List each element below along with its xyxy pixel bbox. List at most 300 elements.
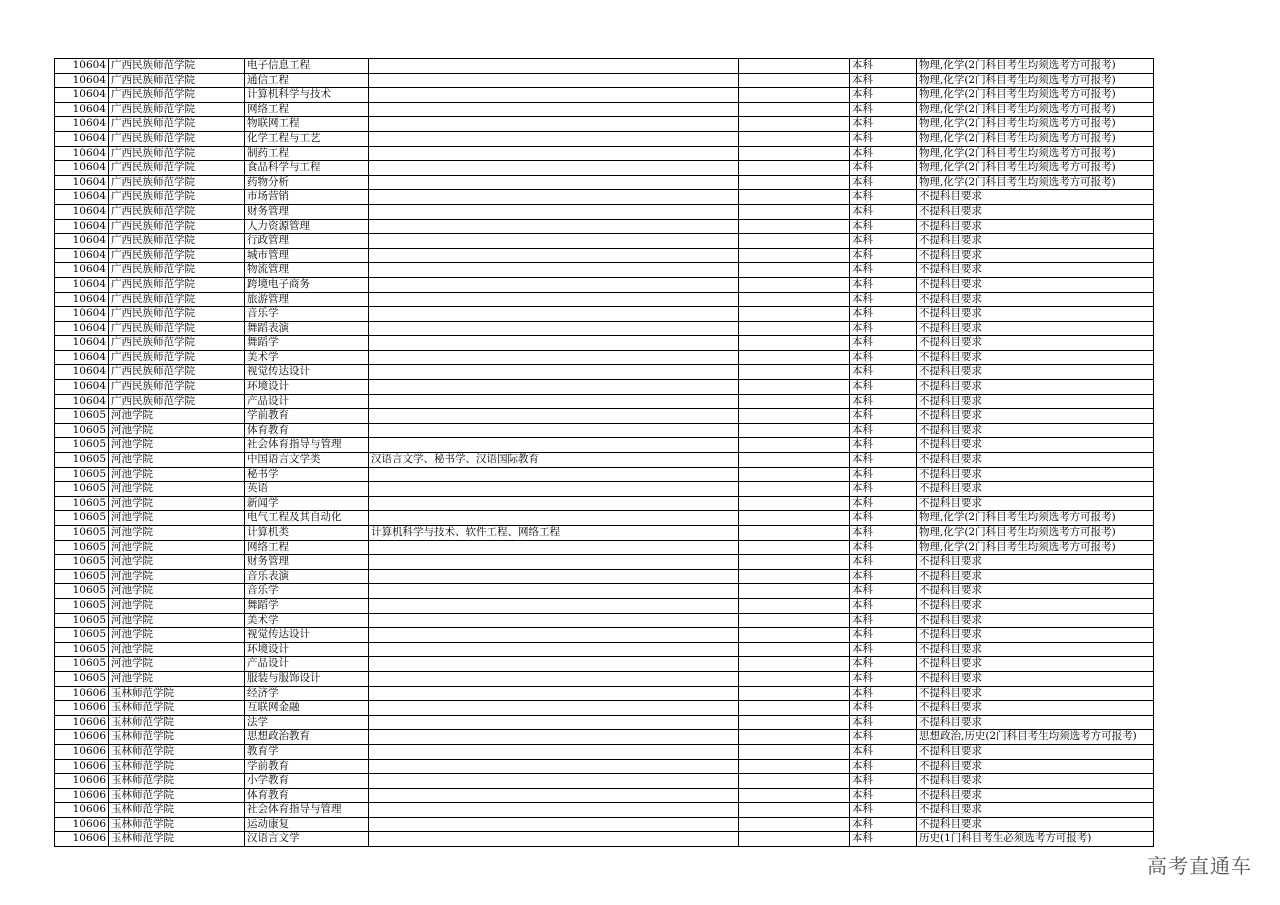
school-code-cell: 10604 bbox=[55, 365, 109, 380]
school-name-cell: 广西民族师范学院 bbox=[109, 117, 245, 132]
school-name-cell: 广西民族师范学院 bbox=[109, 307, 245, 322]
school-code-cell: 10604 bbox=[55, 219, 109, 234]
degree-level-cell: 本科 bbox=[850, 59, 917, 74]
degree-level-cell: 本科 bbox=[850, 584, 917, 599]
school-name-cell: 玉林师范学院 bbox=[109, 774, 245, 789]
degree-level-cell: 本科 bbox=[850, 642, 917, 657]
school-code-cell: 10604 bbox=[55, 277, 109, 292]
major-name-cell: 市场营销 bbox=[245, 190, 369, 205]
major-name-cell: 食品科学与工程 bbox=[245, 161, 369, 176]
included-majors-cell bbox=[369, 336, 739, 351]
table-row bbox=[55, 511, 1154, 526]
subject-requirement-cell: 不提科目要求 bbox=[917, 219, 1154, 234]
major-name-cell: 运动康复 bbox=[245, 817, 369, 832]
subject-requirement-cell: 不提科目要求 bbox=[917, 569, 1154, 584]
school-code-cell: 10605 bbox=[55, 409, 109, 424]
included-majors-cell bbox=[369, 423, 739, 438]
major-name-cell: 电气工程及其自动化 bbox=[245, 511, 369, 526]
school-code-cell: 10604 bbox=[55, 117, 109, 132]
degree-level-cell: 本科 bbox=[850, 803, 917, 818]
included-majors-cell bbox=[369, 744, 739, 759]
table-row bbox=[55, 584, 1154, 599]
empty-cell bbox=[739, 248, 850, 263]
empty-cell bbox=[739, 584, 850, 599]
included-majors-cell bbox=[369, 88, 739, 103]
subject-requirement-cell: 历史(1门科目考生必须选考方可报考) bbox=[917, 832, 1154, 847]
degree-level-cell: 本科 bbox=[850, 175, 917, 190]
degree-level-cell: 本科 bbox=[850, 234, 917, 249]
degree-level-cell: 本科 bbox=[850, 146, 917, 161]
school-code-cell: 10606 bbox=[55, 759, 109, 774]
school-name-cell: 河池学院 bbox=[109, 628, 245, 643]
included-majors-cell bbox=[369, 190, 739, 205]
table-row bbox=[55, 540, 1154, 555]
watermark-text: 高考直通车 bbox=[1147, 854, 1252, 878]
school-code-cell: 10605 bbox=[55, 438, 109, 453]
school-name-cell: 河池学院 bbox=[109, 598, 245, 613]
table-body bbox=[55, 59, 1154, 847]
subject-requirement-cell: 不提科目要求 bbox=[917, 744, 1154, 759]
table-row bbox=[55, 321, 1154, 336]
major-name-cell: 跨境电子商务 bbox=[245, 277, 369, 292]
major-name-cell: 美术学 bbox=[245, 350, 369, 365]
included-majors-cell bbox=[369, 350, 739, 365]
included-majors-cell bbox=[369, 175, 739, 190]
major-name-cell: 计算机类 bbox=[245, 526, 369, 541]
empty-cell bbox=[739, 642, 850, 657]
school-name-cell: 玉林师范学院 bbox=[109, 744, 245, 759]
school-name-cell: 河池学院 bbox=[109, 569, 245, 584]
table-row bbox=[55, 146, 1154, 161]
school-code-cell: 10604 bbox=[55, 59, 109, 74]
degree-level-cell: 本科 bbox=[850, 496, 917, 511]
included-majors-cell bbox=[369, 671, 739, 686]
subject-requirement-cell: 不提科目要求 bbox=[917, 453, 1154, 468]
subject-requirement-cell: 不提科目要求 bbox=[917, 701, 1154, 716]
subject-requirement-cell: 不提科目要求 bbox=[917, 292, 1154, 307]
included-majors-cell bbox=[369, 59, 739, 74]
table-row bbox=[55, 73, 1154, 88]
subject-requirement-cell: 物理,化学(2门科目考生均须选考方可报考) bbox=[917, 59, 1154, 74]
table-row bbox=[55, 496, 1154, 511]
major-name-cell: 环境设计 bbox=[245, 380, 369, 395]
included-majors-cell bbox=[369, 438, 739, 453]
empty-cell bbox=[739, 350, 850, 365]
included-majors-cell bbox=[369, 788, 739, 803]
empty-cell bbox=[739, 569, 850, 584]
table-row bbox=[55, 190, 1154, 205]
table-row bbox=[55, 598, 1154, 613]
school-name-cell: 河池学院 bbox=[109, 642, 245, 657]
school-code-cell: 10605 bbox=[55, 467, 109, 482]
table-row bbox=[55, 686, 1154, 701]
included-majors-cell bbox=[369, 248, 739, 263]
major-name-cell: 社会体育指导与管理 bbox=[245, 803, 369, 818]
major-name-cell: 服装与服饰设计 bbox=[245, 671, 369, 686]
degree-level-cell: 本科 bbox=[850, 817, 917, 832]
major-name-cell: 舞蹈学 bbox=[245, 598, 369, 613]
subject-requirement-cell: 不提科目要求 bbox=[917, 759, 1154, 774]
included-majors-cell bbox=[369, 642, 739, 657]
included-majors-cell bbox=[369, 117, 739, 132]
degree-level-cell: 本科 bbox=[850, 423, 917, 438]
empty-cell bbox=[739, 219, 850, 234]
included-majors-cell bbox=[369, 540, 739, 555]
school-name-cell: 玉林师范学院 bbox=[109, 759, 245, 774]
table-row bbox=[55, 803, 1154, 818]
school-code-cell: 10605 bbox=[55, 482, 109, 497]
school-name-cell: 广西民族师范学院 bbox=[109, 380, 245, 395]
degree-level-cell: 本科 bbox=[850, 263, 917, 278]
school-name-cell: 广西民族师范学院 bbox=[109, 277, 245, 292]
included-majors-cell: 汉语言文学、秘书学、汉语国际教育 bbox=[369, 453, 739, 468]
school-code-cell: 10604 bbox=[55, 307, 109, 322]
degree-level-cell: 本科 bbox=[850, 277, 917, 292]
major-name-cell: 英语 bbox=[245, 482, 369, 497]
subject-requirement-cell: 不提科目要求 bbox=[917, 467, 1154, 482]
empty-cell bbox=[739, 511, 850, 526]
school-name-cell: 广西民族师范学院 bbox=[109, 292, 245, 307]
subject-requirement-cell: 不提科目要求 bbox=[917, 482, 1154, 497]
subject-requirement-cell: 不提科目要求 bbox=[917, 584, 1154, 599]
table-row bbox=[55, 642, 1154, 657]
empty-cell bbox=[739, 161, 850, 176]
empty-cell bbox=[739, 496, 850, 511]
empty-cell bbox=[739, 292, 850, 307]
degree-level-cell: 本科 bbox=[850, 73, 917, 88]
school-code-cell: 10605 bbox=[55, 642, 109, 657]
school-name-cell: 广西民族师范学院 bbox=[109, 263, 245, 278]
subject-requirement-cell: 不提科目要求 bbox=[917, 613, 1154, 628]
school-code-cell: 10606 bbox=[55, 686, 109, 701]
table-row bbox=[55, 467, 1154, 482]
school-code-cell: 10606 bbox=[55, 715, 109, 730]
degree-level-cell: 本科 bbox=[850, 540, 917, 555]
empty-cell bbox=[739, 817, 850, 832]
included-majors-cell bbox=[369, 394, 739, 409]
major-name-cell: 学前教育 bbox=[245, 409, 369, 424]
school-code-cell: 10604 bbox=[55, 394, 109, 409]
included-majors-cell bbox=[369, 146, 739, 161]
included-majors-cell bbox=[369, 219, 739, 234]
school-code-cell: 10605 bbox=[55, 628, 109, 643]
table-row bbox=[55, 292, 1154, 307]
included-majors-cell bbox=[369, 701, 739, 716]
school-code-cell: 10604 bbox=[55, 175, 109, 190]
school-code-cell: 10604 bbox=[55, 131, 109, 146]
table-row bbox=[55, 832, 1154, 847]
school-code-cell: 10605 bbox=[55, 671, 109, 686]
subject-requirement-cell: 物理,化学(2门科目考生均须选考方可报考) bbox=[917, 131, 1154, 146]
included-majors-cell bbox=[369, 277, 739, 292]
school-code-cell: 10605 bbox=[55, 569, 109, 584]
school-code-cell: 10604 bbox=[55, 321, 109, 336]
major-name-cell: 小学教育 bbox=[245, 774, 369, 789]
empty-cell bbox=[739, 598, 850, 613]
major-name-cell: 财务管理 bbox=[245, 204, 369, 219]
degree-level-cell: 本科 bbox=[850, 511, 917, 526]
subject-requirement-cell: 不提科目要求 bbox=[917, 598, 1154, 613]
empty-cell bbox=[739, 307, 850, 322]
included-majors-cell bbox=[369, 569, 739, 584]
school-name-cell: 河池学院 bbox=[109, 467, 245, 482]
major-name-cell: 经济学 bbox=[245, 686, 369, 701]
included-majors-cell bbox=[369, 234, 739, 249]
degree-level-cell: 本科 bbox=[850, 730, 917, 745]
school-name-cell: 广西民族师范学院 bbox=[109, 131, 245, 146]
degree-level-cell: 本科 bbox=[850, 657, 917, 672]
major-name-cell: 产品设计 bbox=[245, 657, 369, 672]
empty-cell bbox=[739, 526, 850, 541]
subject-requirement-cell: 不提科目要求 bbox=[917, 409, 1154, 424]
school-code-cell: 10606 bbox=[55, 832, 109, 847]
subject-requirement-cell: 不提科目要求 bbox=[917, 350, 1154, 365]
empty-cell bbox=[739, 336, 850, 351]
table-row bbox=[55, 628, 1154, 643]
included-majors-cell bbox=[369, 803, 739, 818]
subject-requirement-cell: 不提科目要求 bbox=[917, 336, 1154, 351]
empty-cell bbox=[739, 146, 850, 161]
major-name-cell: 音乐学 bbox=[245, 584, 369, 599]
school-code-cell: 10606 bbox=[55, 803, 109, 818]
empty-cell bbox=[739, 190, 850, 205]
table-row bbox=[55, 453, 1154, 468]
subject-requirement-cell: 不提科目要求 bbox=[917, 686, 1154, 701]
empty-cell bbox=[739, 555, 850, 570]
major-name-cell: 产品设计 bbox=[245, 394, 369, 409]
subject-requirement-cell: 物理,化学(2门科目考生均须选考方可报考) bbox=[917, 88, 1154, 103]
school-name-cell: 广西民族师范学院 bbox=[109, 146, 245, 161]
empty-cell bbox=[739, 423, 850, 438]
major-name-cell: 视觉传达设计 bbox=[245, 365, 369, 380]
school-code-cell: 10606 bbox=[55, 788, 109, 803]
included-majors-cell bbox=[369, 307, 739, 322]
major-name-cell: 人力资源管理 bbox=[245, 219, 369, 234]
subject-requirement-cell: 不提科目要求 bbox=[917, 803, 1154, 818]
included-majors-cell bbox=[369, 628, 739, 643]
empty-cell bbox=[739, 540, 850, 555]
included-majors-cell bbox=[369, 263, 739, 278]
subject-requirement-cell: 不提科目要求 bbox=[917, 555, 1154, 570]
school-code-cell: 10604 bbox=[55, 234, 109, 249]
empty-cell bbox=[739, 365, 850, 380]
included-majors-cell bbox=[369, 598, 739, 613]
degree-level-cell: 本科 bbox=[850, 219, 917, 234]
school-code-cell: 10604 bbox=[55, 350, 109, 365]
empty-cell bbox=[739, 803, 850, 818]
degree-level-cell: 本科 bbox=[850, 307, 917, 322]
empty-cell bbox=[739, 453, 850, 468]
included-majors-cell bbox=[369, 774, 739, 789]
table-row bbox=[55, 88, 1154, 103]
empty-cell bbox=[739, 788, 850, 803]
included-majors-cell bbox=[369, 321, 739, 336]
table-row bbox=[55, 248, 1154, 263]
table-row bbox=[55, 161, 1154, 176]
major-name-cell: 通信工程 bbox=[245, 73, 369, 88]
table-row bbox=[55, 817, 1154, 832]
degree-level-cell: 本科 bbox=[850, 248, 917, 263]
empty-cell bbox=[739, 380, 850, 395]
school-name-cell: 广西民族师范学院 bbox=[109, 350, 245, 365]
subject-requirement-cell: 物理,化学(2门科目考生均须选考方可报考) bbox=[917, 146, 1154, 161]
subject-requirement-cell: 物理,化学(2门科目考生均须选考方可报考) bbox=[917, 161, 1154, 176]
degree-level-cell: 本科 bbox=[850, 526, 917, 541]
school-name-cell: 河池学院 bbox=[109, 555, 245, 570]
empty-cell bbox=[739, 438, 850, 453]
school-code-cell: 10606 bbox=[55, 730, 109, 745]
degree-level-cell: 本科 bbox=[850, 701, 917, 716]
subject-requirement-cell: 思想政治,历史(2门科目考生均须选考方可报考) bbox=[917, 730, 1154, 745]
empty-cell bbox=[739, 277, 850, 292]
subject-requirement-cell: 不提科目要求 bbox=[917, 438, 1154, 453]
included-majors-cell bbox=[369, 496, 739, 511]
school-code-cell: 10606 bbox=[55, 701, 109, 716]
included-majors-cell bbox=[369, 482, 739, 497]
table-row bbox=[55, 131, 1154, 146]
degree-level-cell: 本科 bbox=[850, 613, 917, 628]
empty-cell bbox=[739, 394, 850, 409]
subject-requirement-cell: 物理,化学(2门科目考生均须选考方可报考) bbox=[917, 117, 1154, 132]
table-row bbox=[55, 263, 1154, 278]
major-name-cell: 药物分析 bbox=[245, 175, 369, 190]
table-row bbox=[55, 117, 1154, 132]
school-name-cell: 河池学院 bbox=[109, 482, 245, 497]
table-row bbox=[55, 701, 1154, 716]
school-code-cell: 10604 bbox=[55, 263, 109, 278]
major-name-cell: 汉语言文学 bbox=[245, 832, 369, 847]
school-name-cell: 河池学院 bbox=[109, 423, 245, 438]
empty-cell bbox=[739, 59, 850, 74]
school-code-cell: 10605 bbox=[55, 555, 109, 570]
degree-level-cell: 本科 bbox=[850, 788, 917, 803]
included-majors-cell bbox=[369, 380, 739, 395]
empty-cell bbox=[739, 321, 850, 336]
table-row bbox=[55, 744, 1154, 759]
table-row bbox=[55, 204, 1154, 219]
table-row bbox=[55, 788, 1154, 803]
table-row bbox=[55, 715, 1154, 730]
table-row bbox=[55, 409, 1154, 424]
empty-cell bbox=[739, 102, 850, 117]
major-name-cell: 物联网工程 bbox=[245, 117, 369, 132]
degree-level-cell: 本科 bbox=[850, 598, 917, 613]
school-name-cell: 玉林师范学院 bbox=[109, 715, 245, 730]
school-code-cell: 10604 bbox=[55, 292, 109, 307]
subject-requirement-cell: 物理,化学(2门科目考生均须选考方可报考) bbox=[917, 540, 1154, 555]
empty-cell bbox=[739, 73, 850, 88]
empty-cell bbox=[739, 628, 850, 643]
major-name-cell: 中国语言文学类 bbox=[245, 453, 369, 468]
school-name-cell: 广西民族师范学院 bbox=[109, 365, 245, 380]
degree-level-cell: 本科 bbox=[850, 759, 917, 774]
table-row bbox=[55, 175, 1154, 190]
table-row bbox=[55, 336, 1154, 351]
empty-cell bbox=[739, 467, 850, 482]
subject-requirement-cell: 不提科目要求 bbox=[917, 788, 1154, 803]
school-name-cell: 河池学院 bbox=[109, 409, 245, 424]
degree-level-cell: 本科 bbox=[850, 117, 917, 132]
degree-level-cell: 本科 bbox=[850, 380, 917, 395]
school-name-cell: 广西民族师范学院 bbox=[109, 321, 245, 336]
major-name-cell: 制药工程 bbox=[245, 146, 369, 161]
school-name-cell: 玉林师范学院 bbox=[109, 701, 245, 716]
school-code-cell: 10606 bbox=[55, 817, 109, 832]
school-code-cell: 10604 bbox=[55, 380, 109, 395]
degree-level-cell: 本科 bbox=[850, 467, 917, 482]
school-name-cell: 河池学院 bbox=[109, 438, 245, 453]
degree-level-cell: 本科 bbox=[850, 365, 917, 380]
degree-level-cell: 本科 bbox=[850, 482, 917, 497]
school-code-cell: 10604 bbox=[55, 146, 109, 161]
school-name-cell: 广西民族师范学院 bbox=[109, 219, 245, 234]
major-name-cell: 体育教育 bbox=[245, 423, 369, 438]
subject-requirement-cell: 不提科目要求 bbox=[917, 496, 1154, 511]
major-name-cell: 学前教育 bbox=[245, 759, 369, 774]
school-name-cell: 玉林师范学院 bbox=[109, 832, 245, 847]
school-name-cell: 广西民族师范学院 bbox=[109, 248, 245, 263]
table-row bbox=[55, 350, 1154, 365]
subject-requirement-cell: 不提科目要求 bbox=[917, 365, 1154, 380]
school-code-cell: 10605 bbox=[55, 540, 109, 555]
table-row bbox=[55, 657, 1154, 672]
empty-cell bbox=[739, 88, 850, 103]
subject-requirement-cell: 不提科目要求 bbox=[917, 204, 1154, 219]
subject-requirement-cell: 不提科目要求 bbox=[917, 234, 1154, 249]
table-row bbox=[55, 569, 1154, 584]
table-row bbox=[55, 759, 1154, 774]
school-name-cell: 广西民族师范学院 bbox=[109, 234, 245, 249]
school-name-cell: 广西民族师范学院 bbox=[109, 336, 245, 351]
subject-requirement-cell: 物理,化学(2门科目考生均须选考方可报考) bbox=[917, 73, 1154, 88]
degree-level-cell: 本科 bbox=[850, 131, 917, 146]
school-name-cell: 河池学院 bbox=[109, 671, 245, 686]
included-majors-cell bbox=[369, 365, 739, 380]
included-majors-cell bbox=[369, 759, 739, 774]
school-name-cell: 河池学院 bbox=[109, 540, 245, 555]
empty-cell bbox=[739, 131, 850, 146]
degree-level-cell: 本科 bbox=[850, 555, 917, 570]
major-name-cell: 音乐表演 bbox=[245, 569, 369, 584]
subject-requirement-cell: 不提科目要求 bbox=[917, 657, 1154, 672]
table-row bbox=[55, 394, 1154, 409]
included-majors-cell bbox=[369, 131, 739, 146]
degree-level-cell: 本科 bbox=[850, 409, 917, 424]
included-majors-cell bbox=[369, 204, 739, 219]
school-code-cell: 10605 bbox=[55, 511, 109, 526]
school-code-cell: 10604 bbox=[55, 73, 109, 88]
included-majors-cell bbox=[369, 292, 739, 307]
table-row bbox=[55, 555, 1154, 570]
degree-level-cell: 本科 bbox=[850, 204, 917, 219]
school-name-cell: 河池学院 bbox=[109, 453, 245, 468]
table-row bbox=[55, 365, 1154, 380]
subject-requirement-cell: 不提科目要求 bbox=[917, 642, 1154, 657]
included-majors-cell bbox=[369, 409, 739, 424]
school-code-cell: 10605 bbox=[55, 613, 109, 628]
school-name-cell: 玉林师范学院 bbox=[109, 686, 245, 701]
school-code-cell: 10606 bbox=[55, 774, 109, 789]
table-row bbox=[55, 234, 1154, 249]
included-majors-cell bbox=[369, 102, 739, 117]
major-name-cell: 互联网金融 bbox=[245, 701, 369, 716]
school-name-cell: 河池学院 bbox=[109, 511, 245, 526]
major-name-cell: 网络工程 bbox=[245, 540, 369, 555]
degree-level-cell: 本科 bbox=[850, 102, 917, 117]
major-name-cell: 新闻学 bbox=[245, 496, 369, 511]
included-majors-cell bbox=[369, 715, 739, 730]
major-name-cell: 环境设计 bbox=[245, 642, 369, 657]
